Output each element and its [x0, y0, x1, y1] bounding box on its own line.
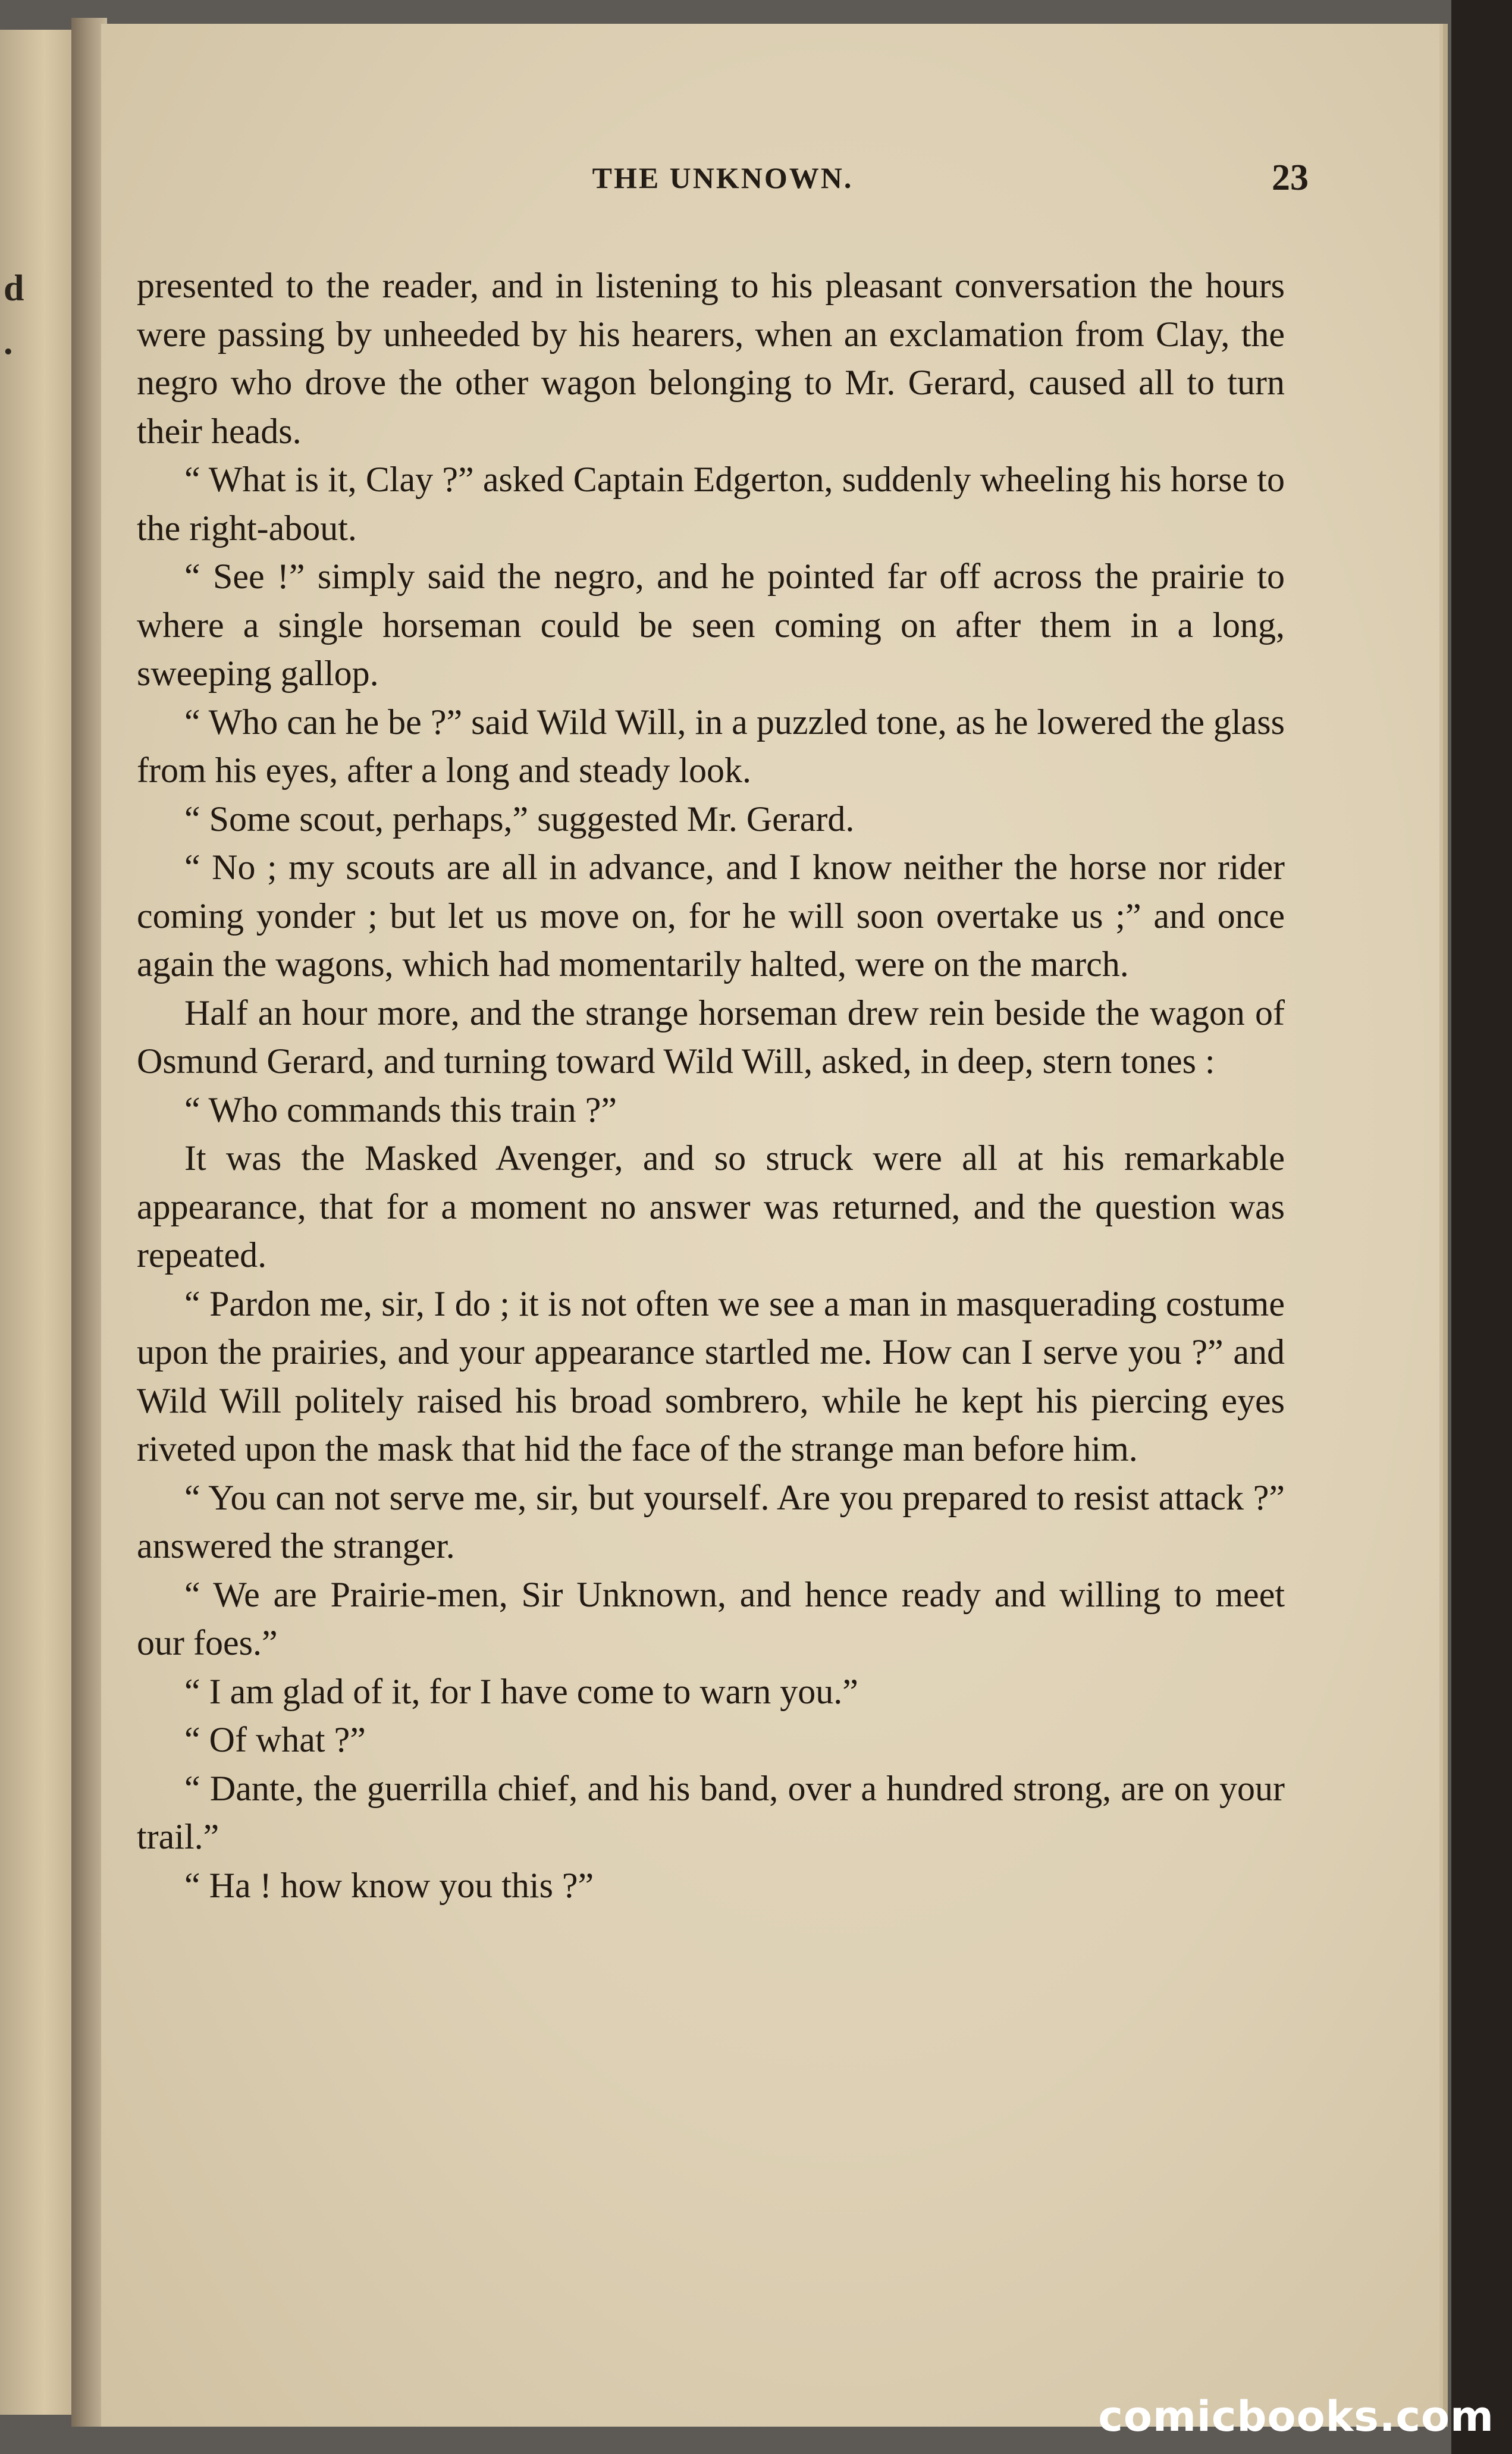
paragraph: “ Dante, the guerrilla chief, and his band, over a hundred strong, are on your trail.”: [137, 1768, 1285, 1856]
dark-background-edge: [1451, 0, 1512, 2454]
paragraph: It was the Masked Avenger, and so struck were all at his remarkable appearance, that for a moment no answer was returned, and the question was repeated.: [137, 1138, 1285, 1275]
paragraph: “ Who can he be ?” said Wild Will, in a puzzled tone, as he lowered the glass from his eyes, after a long and steady look.: [137, 702, 1285, 790]
paragraph: presented to the reader, and in listening to his pleasant conversation the hours were passing by unheeded by his hearers, when an exclamation from Clay, the negro who drove the other wagon belonging to Mr. Gerard, caused all to turn their heads.: [137, 266, 1285, 451]
paragraph: “ We are Prairie-men, Sir Unknown, and hence ready and willing to meet our foes.”: [137, 1574, 1285, 1662]
paragraph: “ See !” simply said the negro, and he pointed far off across the prairie to where a single horseman could be seen coming on after them in a long, sweeping gallop.: [137, 557, 1285, 693]
paragraph: “ No ; my scouts are all in advance, and I know neither the horse nor rider coming yonder ; but let us move on, for he will soon overtake us ;” and once again the wagons, which had momentarily halted, were on the march.: [137, 848, 1285, 984]
paragraph: “ Some scout, perhaps,” suggested Mr. Gerard.: [184, 799, 855, 839]
paragraph: “ Ha ! how know you this ?”: [184, 1865, 594, 1905]
paragraph: “ Pardon me, sir, I do ; it is not often we see a man in masquerading costume upon the prairies, and your appearance startled me. How can I serve you ?” and Wild Will politely raised his broad sombrero, while he kept his piercing eyes riveted upon the mask that hid the face of the strange man before him.: [137, 1284, 1285, 1468]
paragraph: “ Who commands this train ?”: [184, 1090, 617, 1129]
watermark: comicbooks.com: [1098, 2392, 1494, 2441]
left-page-fragment: .: [4, 322, 13, 362]
paragraph: “ I am glad of it, for I have come to warn you.”: [184, 1671, 858, 1711]
left-page-fragment: d: [4, 268, 24, 309]
paragraph: “ Of what ?”: [184, 1720, 366, 1759]
running-title: THE UNKNOWN.: [592, 161, 854, 194]
page-number: 23: [1272, 158, 1309, 198]
page-header: [137, 158, 1309, 208]
paragraph: “ What is it, Clay ?” asked Captain Edgerton, suddenly wheeling his horse to the right-about.: [137, 460, 1285, 548]
paragraph: Half an hour more, and the strange horseman drew rein beside the wagon of Osmund Gerard, and turning toward Wild Will, asked, in deep, stern tones :: [137, 993, 1285, 1081]
paragraph: “ You can not serve me, sir, but yourself. Are you prepared to resist attack ?” answered the stranger.: [137, 1477, 1285, 1565]
body-text: [137, 262, 1285, 1910]
